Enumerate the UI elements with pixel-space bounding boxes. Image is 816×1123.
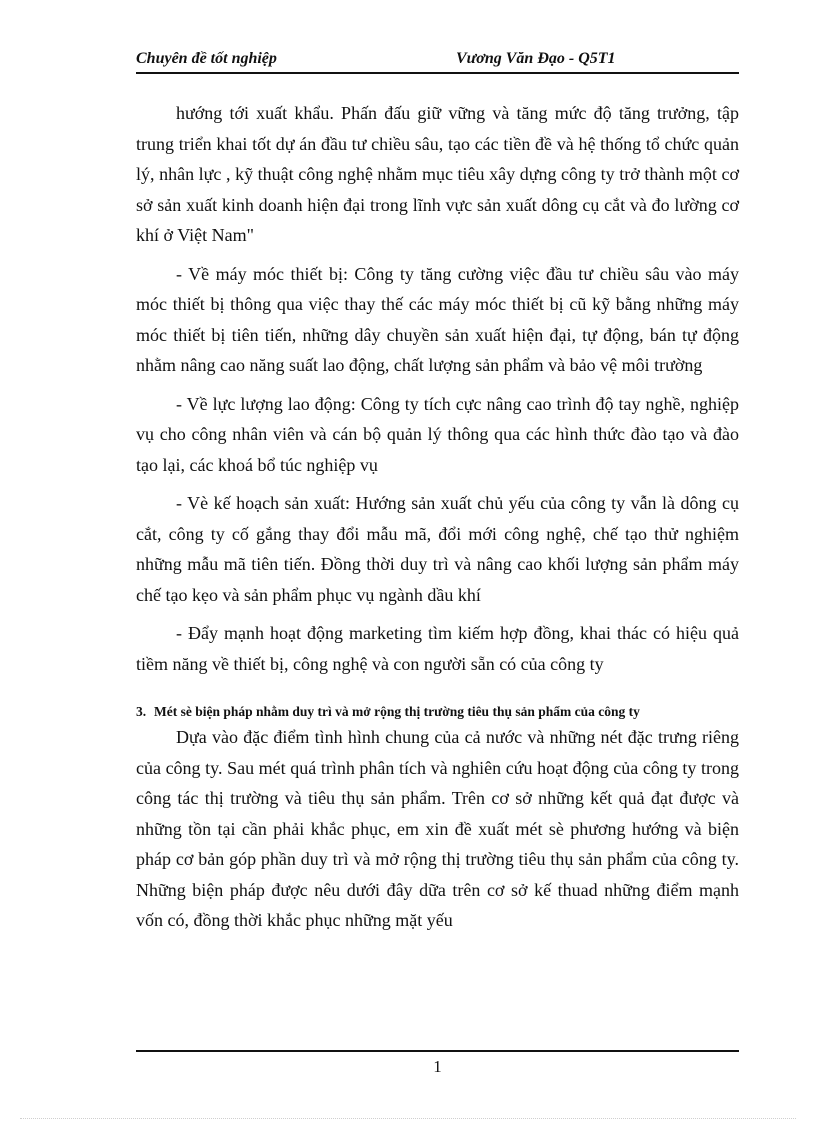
body-paragraph-equipment: - Về máy móc thiết bị: Công ty tăng cường việc đầu tư chiều sâu vào máy móc thiết bị thông qua việc thay thế các máy móc thiết bị cũ kỹ bằng những máy móc thiết bị tiên tiến, những dây chuyền sản xuất hiện đại, tự động, bán tự động nhằm nâng cao năng suất lao động, chất lượng sản phẩm và bảo vệ môi trường bbox=[136, 263, 739, 375]
body-paragraph-labor: - Về lực lượng lao động: Công ty tích cực nâng cao trình độ tay nghề, nghiệp vụ cho công nhân viên và cán bộ quản lý thông qua các hình thức đào tạo và đào tạo lại, các khoá bổ túc nghiệp vụ bbox=[136, 393, 739, 475]
header-author: Vương Văn Đạo - Q5T1 bbox=[456, 50, 616, 67]
page-body bbox=[136, 98, 739, 936]
footer-divider bbox=[136, 1050, 739, 1052]
body-paragraph-1: hướng tới xuất khẩu. Phấn đấu giữ vững và tăng mức độ tăng trưởng, tập trung triển khai tốt dự án đầu tư chiều sâu, tạo các tiền đề và hệ thống tổ chức quản lý, nhân lực , kỹ thuật công nghệ nhằm mục tiêu xây dựng công ty trở thành một cơ sở sản xuất kinh doanh hiện đại trong lĩnh vực sản xuất dông cụ cắt và đo lường cơ khí ở Việt Nam" bbox=[136, 103, 739, 245]
body-paragraph-production-plan: - Vè kế hoạch sản xuất: Hướng sản xuất chủ yếu của công ty vẫn là dông cụ cắt, công ty cố gắng thay đổi mẫu mã, đổi mới công nghệ, chế tạo thử nghiệm những mẫu mã tiên tiến. Đồng thời duy trì và nâng cao khối lượng sản phẩm máy chế tạo kẹo và sản phẩm phục vụ ngành dầu khí bbox=[136, 493, 739, 605]
section-paragraph: Dựa vào đặc điểm tình hình chung của cả nước và những nét đặc trưng riêng của công ty. Sau mét quá trình phân tích và nghiên cứu hoạt động của công ty trong công tác thị trường và tiêu thụ sản phẩm. Trên cơ sở những kết quả đạt được và những tồn tại cần phải khắc phục, em xin đề xuất mét sè phương hướng và biện pháp cơ bản góp phần duy trì và mở rộng thị trường tiêu thụ sản phẩm của công ty. Những biện pháp được nêu dưới đây dữa trên cơ sở kế thuad những điểm mạnh vốn có, đồng thời khắc phục những mặt yếu bbox=[136, 727, 739, 930]
section-title: Mét sè biện pháp nhằm duy trì và mở rộng thị trường tiêu thụ sản phẩm của công ty bbox=[154, 704, 640, 719]
page-number: 1 bbox=[433, 1057, 442, 1076]
section-number: 3. bbox=[136, 704, 147, 719]
page-header bbox=[136, 46, 739, 74]
header-document-title: Chuyên đề tốt nghiệp bbox=[136, 50, 277, 67]
page-bottom-edge bbox=[20, 1118, 796, 1119]
body-paragraph-marketing: - Đẩy mạnh hoạt động marketing tìm kiếm hợp đồng, khai thác có hiệu quả tiềm năng về thiết bị, công nghệ và con người sẵn có của công ty bbox=[136, 623, 739, 674]
section-heading bbox=[136, 703, 739, 720]
